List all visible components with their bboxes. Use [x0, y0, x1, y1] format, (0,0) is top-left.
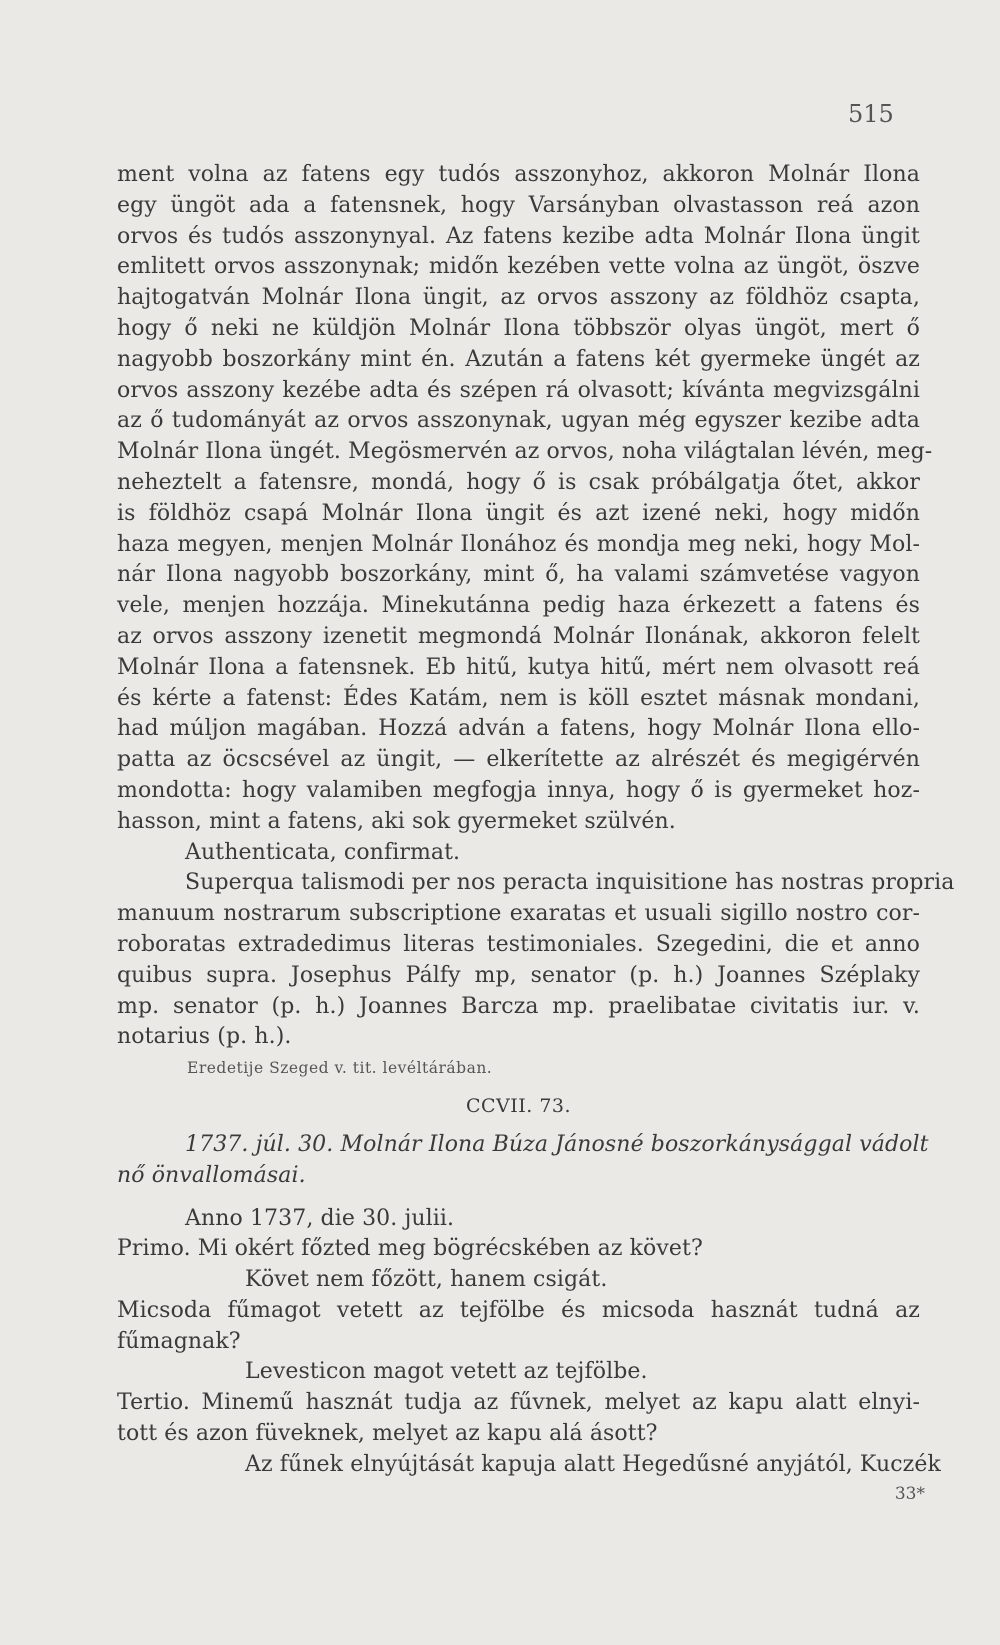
text-line: hasson, mint a fatens, aki sok gyermeket szülvén.: [117, 808, 676, 834]
question-line: Primo. Mi okért főzted meg bögrécskében az követ?: [117, 1236, 703, 1262]
text-line: neheztelt a fatensre, mondá, hogy ő is csak próbálgatja őtet, akkor: [117, 469, 920, 495]
page-number: 515: [848, 100, 894, 128]
text-line: roboratas extradedimus literas testimoniales. Szegedini, die et anno: [117, 931, 920, 957]
text-line: Molnár Ilona üngét. Megösmervén az orvos, noha világtalan lévén, meg-: [117, 439, 933, 465]
text-line: és kérte a fatenst: Édes Katám, nem is köll esztet másnak mondani,: [117, 685, 920, 711]
answer-line: Követ nem főzött, hanem csigát.: [245, 1267, 608, 1293]
text-line: orvos asszony kezébe adta és szépen rá olvasott; kívánta megvizsgálni: [117, 377, 920, 403]
text-line: notarius (p. h.).: [117, 1024, 292, 1050]
text-line: nagyobb boszorkány mint én. Azután a fatens két gyermeke üngét az: [117, 346, 920, 372]
document-heading: CCVII. 73.: [465, 1095, 572, 1118]
question-line: tott és azon füveknek, melyet az kapu alá ásott?: [117, 1421, 658, 1447]
body-text: [117, 160, 955, 1481]
question-line: Tertio. Minemű hasznát tudja az fűvnek, melyet az kapu alatt elnyi-: [117, 1390, 920, 1416]
document-title-line: nő önvallomásai.: [117, 1162, 306, 1188]
text-line: is földhöz csapá Molnár Ilona üngit és azt izené neki, hogy midőn: [117, 500, 920, 526]
question-line: Micsoda fűmagot vetett az tejfölbe és micsoda hasznát tudná az: [117, 1297, 920, 1323]
text-line: ment volna az fatens egy tudós asszonyhoz, akkoron Molnár Ilona: [117, 162, 920, 187]
text-line: Superqua talismodi per nos peracta inquisitione has nostras propria: [185, 870, 955, 896]
text-line: haza megyen, menjen Molnár Ilonához és mondja meg neki, hogy Mol-: [117, 531, 920, 557]
text-line: mp. senator (p. h.) Joannes Barcza mp. praelibatae civitatis iur. v.: [117, 993, 920, 1019]
text-line: quibus supra. Josephus Pálfy mp, senator (p. h.) Joannes Széplaky: [117, 962, 920, 988]
signature-mark: 33*: [894, 1484, 925, 1504]
text-line: emlitett orvos asszonynak; midőn kezében vette volna az üngöt, öszve: [117, 254, 920, 280]
question-line: fűmagnak?: [117, 1328, 241, 1354]
text-line: mondotta: hogy valamiben megfogja innya, hogy ő is gyermeket hoz-: [117, 777, 920, 803]
text-line: vele, menjen hozzája. Minekutánna pedig haza érkezett a fatens és: [117, 593, 920, 619]
text-line: orvos és tudós asszonynyal. Az fatens kezibe adta Molnár Ilona üngit: [117, 223, 920, 249]
date-line: Anno 1737, die 30. julii.: [185, 1205, 455, 1231]
text-line: az orvos asszony izenetit megmondá Molnár Ilonának, akkoron felelt: [117, 623, 920, 649]
text-line: egy üngöt ada a fatensnek, hogy Varsányban olvastasson reá azon: [117, 192, 920, 218]
text-line: patta az öcscsével az üngit, — elkerítette az alrészét és megigérvén: [117, 747, 920, 773]
text-line: manuum nostrarum subscriptione exaratas et usuali sigillo nostro cor-: [117, 901, 920, 927]
text-line: had múljon magában. Hozzá adván a fatens, hogy Molnár Ilona ello-: [117, 716, 920, 742]
text-line: Molnár Ilona a fatensnek. Eb hitű, kutya hitű, mért nem olvasott reá: [117, 654, 920, 680]
source-note: Eredetije Szeged v. tit. levéltárában.: [187, 1059, 493, 1078]
document-title-line: 1737. júl. 30. Molnár Ilona Búza Jánosné boszorkánysággal vádolt: [185, 1131, 929, 1157]
authenticata-line: Authenticata, confirmat.: [185, 839, 461, 865]
text-line: nár Ilona nagyobb boszorkány, mint ő, ha valami számvetése vagyon: [117, 562, 920, 588]
text-line: hajtogatván Molnár Ilona üngit, az orvos asszony az földhöz csapta,: [117, 285, 920, 311]
answer-line: Az fűnek elnyújtását kapuja alatt Hegedűsné anyjától, Kuczék: [245, 1451, 941, 1477]
text-line: hogy ő neki ne küldjön Molnár Ilona többször olyas üngöt, mert ő: [117, 315, 920, 341]
answer-line: Levesticon magot vetett az tejfölbe.: [245, 1359, 648, 1385]
text-line: az ő tudományát az orvos asszonynak, ugyan még egyszer kezibe adta: [117, 408, 920, 434]
